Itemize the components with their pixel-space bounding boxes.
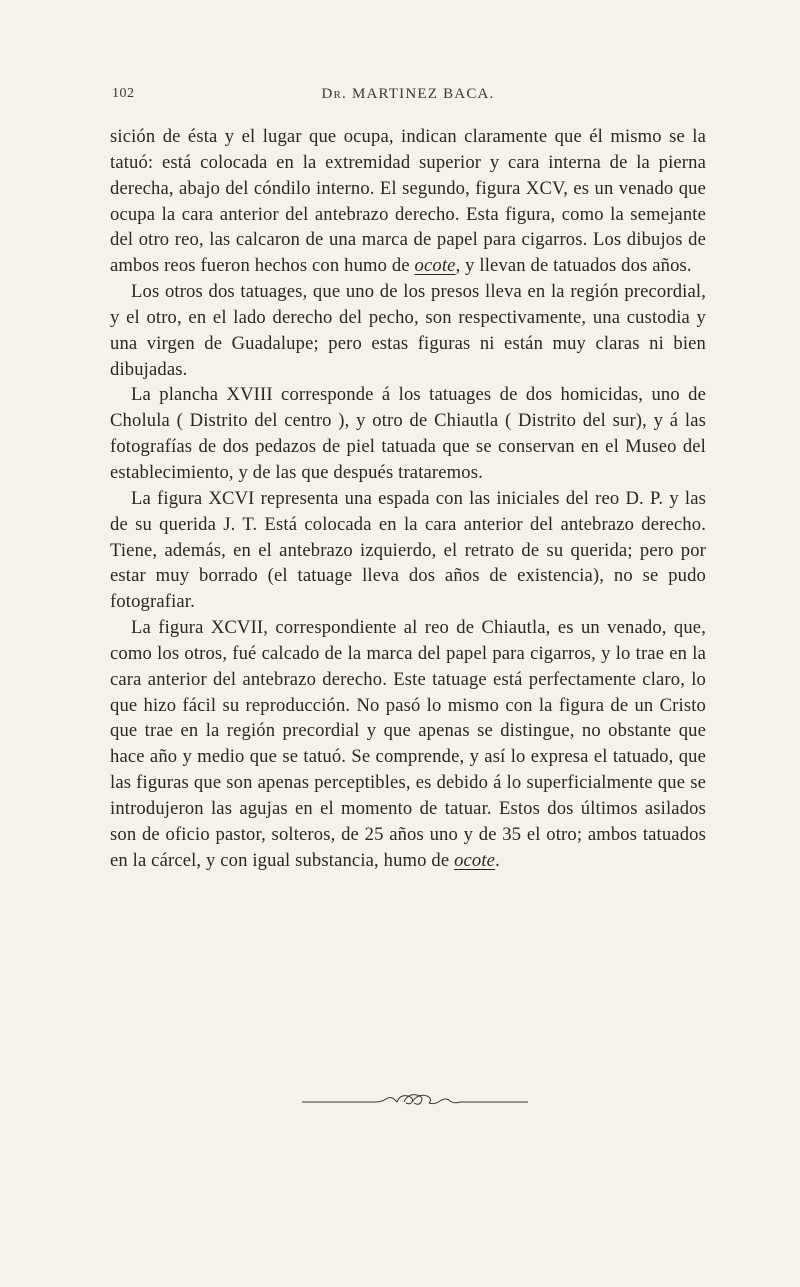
paragraph-1-italic: ocote bbox=[414, 255, 456, 277]
paragraph-1-end: , y llevan de tatuados dos años. bbox=[455, 255, 692, 277]
paragraph-3: La plancha XVIII corresponde á los tatuages de dos homicidas, uno de Cholula ( Distrito del centro ), y otro de Chiautla ( Distrito del sur), y á las fotografías de dos pedazos de piel tatuada que se conservan en el Museo del establecimiento, y de las que después trataremos. bbox=[110, 384, 706, 483]
paragraph-2: Los otros dos tatuages, que uno de los presos lleva en la región precordial, y el otro, en el lado derecho del pecho, son respectivamente, una custodia y una virgen de Guadalupe; pero estas figuras ni están muy claras ni bien dibujadas. bbox=[110, 281, 706, 380]
paragraph-1-text: sición de ésta y el lugar que ocupa, indican claramente que él mismo se la tatuó: está colocada en la extremidad superior y cara interna de la pierna derecha, abajo del cóndilo interno. El segundo, figura XCV, es un venado que ocupa la cara anterior del antebrazo derecho. Esta figura, como la semejante del otro reo, las calcaron de una marca de papel para cigarros. Los dibujos de ambos reos fueron hechos con humo de bbox=[110, 126, 706, 277]
paragraph-5-text: La figura XCVII, correspondiente al reo de Chiautla, es un venado, que, como los otros, fué calcado de la marca del papel para cigarros, y lo trae en la cara anterior del antebrazo derecho. Este tatuage está perfectamente claro, lo que hizo fácil su reproducción. No pasó lo mismo con la figura de un Cristo que trae en la región precordial y que apenas se distingue, no obstante que hace año y medio que se tatuó. Se comprende, y así lo expresa el tatuado, que las figuras que son apenas perceptibles, es debido á lo superficialmente que se introdujeron las agujas en el momento de tatuar. Estos dos últimos asilados son de oficio pastor, solteros, de 25 años uno y de 35 el otro; ambos tatuados en la cárcel, y con igual substancia, humo de bbox=[110, 617, 706, 871]
running-title: Dr. MARTINEZ BACA. bbox=[321, 86, 495, 102]
paragraph-5-end: . bbox=[495, 849, 500, 871]
page-number: 102 bbox=[112, 86, 135, 101]
paragraph-4: La figura XCVI representa una espada con las iniciales del reo D. P. y las de su querida J. T. Está colocada en la cara anterior del antebrazo derecho. Tiene, además, en el antebrazo izquierdo, el retrato de su querida; pero por estar muy borrado (el tatuage lleva dos años de existencia), no se pudo fotografiar. bbox=[110, 487, 706, 613]
end-ornament-icon bbox=[300, 1090, 530, 1110]
paragraph-5-italic: ocote bbox=[454, 849, 496, 871]
running-head bbox=[112, 86, 704, 108]
paragraph-1 bbox=[110, 124, 706, 279]
body-text bbox=[110, 124, 706, 873]
paragraph-5 bbox=[110, 615, 706, 873]
